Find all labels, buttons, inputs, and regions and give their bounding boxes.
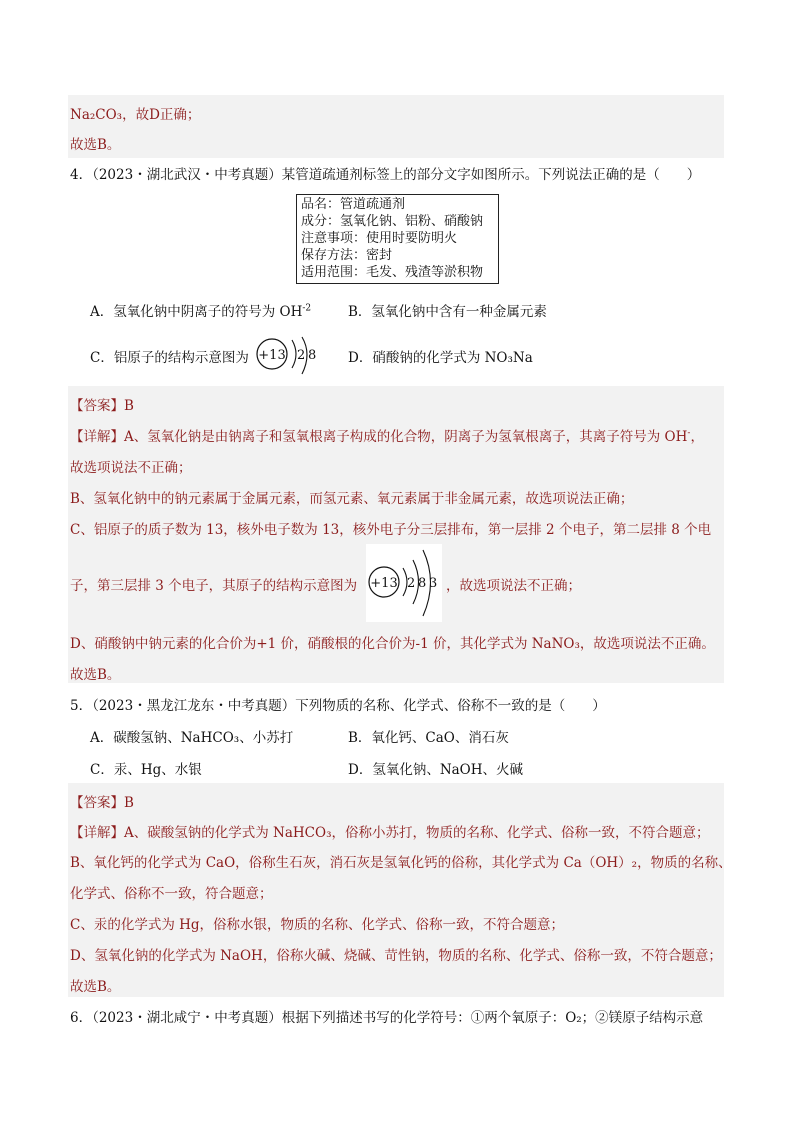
- q5-option-d: D．氢氧化钠、NaOH、火碱: [348, 762, 524, 778]
- q4-exp-line-3: B、氢氧化钠中的钠元素属于金属元素，而氢元素、氧元素属于非金属元素，故选项说法正确；: [70, 491, 634, 507]
- q5-answer: 【答案】B: [70, 795, 134, 811]
- shell-2-count: 8: [418, 576, 427, 591]
- q5-exp-line-4: C、汞的化学式为 Hg，俗称水银，物质的名称、化学式、俗称一致，不符合题意；: [70, 917, 565, 933]
- label-line-2: 成分：氢氧化钠、铝粉、硝酸钠: [301, 214, 484, 229]
- q4-exp-line-7: 故选B。: [70, 667, 121, 683]
- aluminum-atom-diagram-explanation: [366, 544, 442, 622]
- label-line-3: 注意事项：使用时要防明火: [301, 231, 458, 246]
- top-line-1: Na₂CO₃，故D正确；: [70, 107, 201, 123]
- q5-option-b: B．氧化钙、CaO、消石灰: [348, 730, 509, 746]
- q4-option-c: C．铝原子的结构示意图为: [90, 350, 249, 366]
- q4-answer: 【答案】B: [70, 398, 134, 414]
- q5-exp-line-1: 【详解】A、碳酸氢钠的化学式为 NaHCO₃，俗称小苏打，物质的名称、化学式、俗称一致，不符合题意；: [70, 825, 710, 841]
- q6-stem: 6．（2023・湖北咸宁・中考真题）根据下列描述书写的化学符号：①两个氧原子：O₂；②镁原子结构示意: [70, 1010, 704, 1026]
- q4-option-b: B．氢氧化钠中含有一种金属元素: [348, 304, 547, 320]
- q4-exp-line-4: C、铝原子的质子数为 13，核外电子数为 13，核外电子分三层排布，第一层排 2 个电子，第二层排 8 个电: [70, 522, 712, 538]
- q5-exp-line-3: 化学式、俗称不一致，符合题意；: [70, 886, 273, 902]
- q5-exp-line-6: 故选B。: [70, 979, 121, 995]
- q4-exp-line-6: D、硝酸钠中钠元素的化合价为+1 价，硝酸根的化合价为-1 价，其化学式为 NaNO₃，故选项说法不正确。: [70, 636, 715, 652]
- label-line-1: 品名：管道疏通剂: [301, 197, 406, 212]
- q4-exp-line-5b: ，故选项说法不正确；: [446, 578, 581, 594]
- q5-option-a: A．碳酸氢钠、NaHCO₃、小苏打: [90, 730, 294, 746]
- q5-exp-line-5: D、氢氧化钠的化学式为 NaOH，俗称火碱、烧碱、苛性钠，物质的名称、化学式、俗称一致，不符合题意；: [70, 948, 722, 964]
- q4-stem: 4．（2023・湖北武汉・中考真题）某管道疏通剂标签上的部分文字如图所示。下列说法正确的是（ ）: [70, 167, 701, 183]
- shell-1-count: 2: [297, 348, 306, 363]
- product-label-box: [296, 194, 499, 284]
- q5-stem: 5．（2023・黑龙江龙东・中考真题）下列物质的名称、化学式、俗称不一致的是（ ）: [70, 698, 606, 714]
- q4-exp-line-5a: 子，第三层排 3 个电子，其原子的结构示意图为: [70, 578, 358, 594]
- shell-3-count: 3: [429, 576, 438, 591]
- shell-1-count: 2: [407, 576, 416, 591]
- q4-exp-line-1: 【详解】A、氢氧化钠是由钠离子和氢氧根离子构成的化合物，阴离子为氢氧根离子，其离子符号为 OH-，: [70, 428, 704, 445]
- q5-option-c: C．汞、Hg、水银: [90, 762, 202, 778]
- q4-exp-line-2: 故选项说法不正确；: [70, 460, 192, 476]
- q5-exp-line-2: B、氧化钙的化学式为 CaO，俗称生石灰，消石灰是氢氧化钙的俗称，其化学式为 Ca（OH）₂，物质的名称、: [70, 855, 732, 871]
- top-line-2: 故选B。: [70, 137, 121, 153]
- label-line-4: 保存方法：密封: [301, 248, 393, 263]
- shell-2-count: 8: [308, 348, 317, 363]
- nucleus-charge: +13: [370, 576, 398, 591]
- nucleus-charge: +13: [258, 348, 286, 363]
- label-line-5: 适用范围：毛发、残渣等淤积物: [301, 265, 484, 280]
- q4-option-d: D．硝酸钠的化学式为 NO₃Na: [348, 350, 533, 366]
- aluminum-atom-diagram-option: [254, 334, 326, 382]
- q4-option-a: A．氢氧化钠中阴离子的符号为 $OH^{-2}$: [90, 303, 312, 320]
